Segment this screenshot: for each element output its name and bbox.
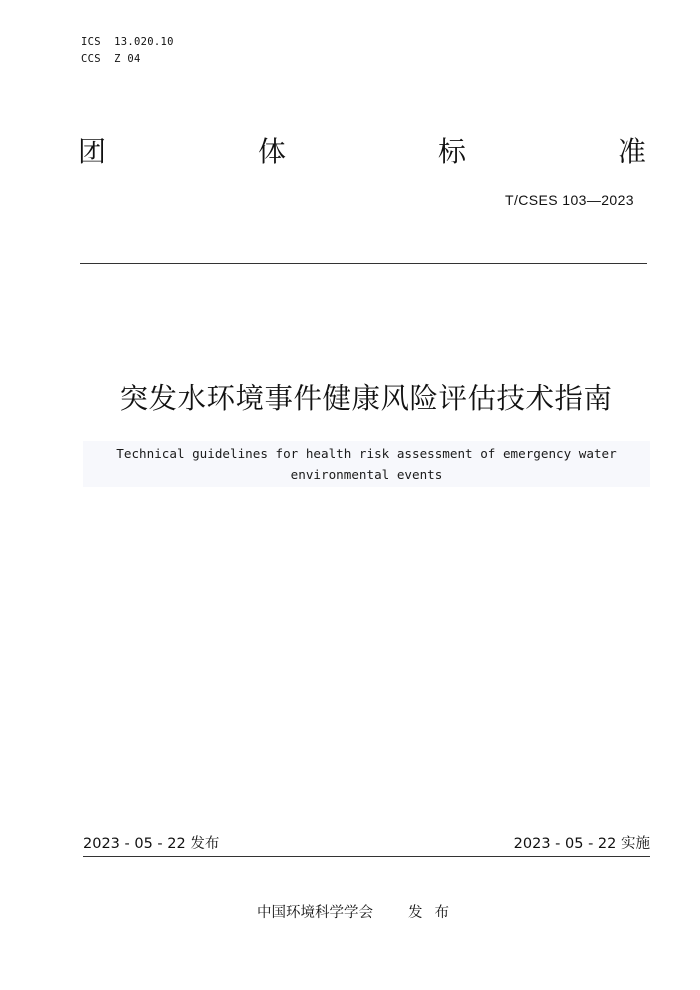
publisher-organization: 中国环境科学学会: [257, 905, 373, 921]
ics-code: ICS 13.020.10: [81, 36, 174, 48]
standard-type-char-3: 标: [437, 135, 466, 168]
standard-type-char-1: 团: [78, 135, 107, 168]
top-divider: [80, 263, 647, 264]
standard-type-char-4: 准: [617, 135, 646, 168]
standard-type-heading: [78, 134, 646, 170]
standard-type-char-2: 体: [257, 135, 286, 168]
publisher-action: 发布: [408, 905, 461, 921]
title-english-line-1: Technical guidelines for health risk assessment of emergency water: [116, 446, 617, 461]
issue-date: 2023 - 05 - 22 发布: [83, 836, 220, 852]
bottom-divider: [83, 856, 650, 857]
publisher-line: [257, 903, 461, 923]
implementation-date: 2023 - 05 - 22 实施: [513, 836, 650, 852]
date-row: [83, 834, 650, 854]
title-chinese: 突发水环境事件健康风险评估技术指南: [119, 382, 613, 415]
standard-number: T/CSES 103—2023: [505, 192, 634, 208]
ccs-code: CCS Z 04: [81, 53, 141, 65]
title-english: [83, 441, 650, 487]
title-english-line-2: environmental events: [290, 467, 443, 482]
classification-codes: [81, 34, 174, 68]
